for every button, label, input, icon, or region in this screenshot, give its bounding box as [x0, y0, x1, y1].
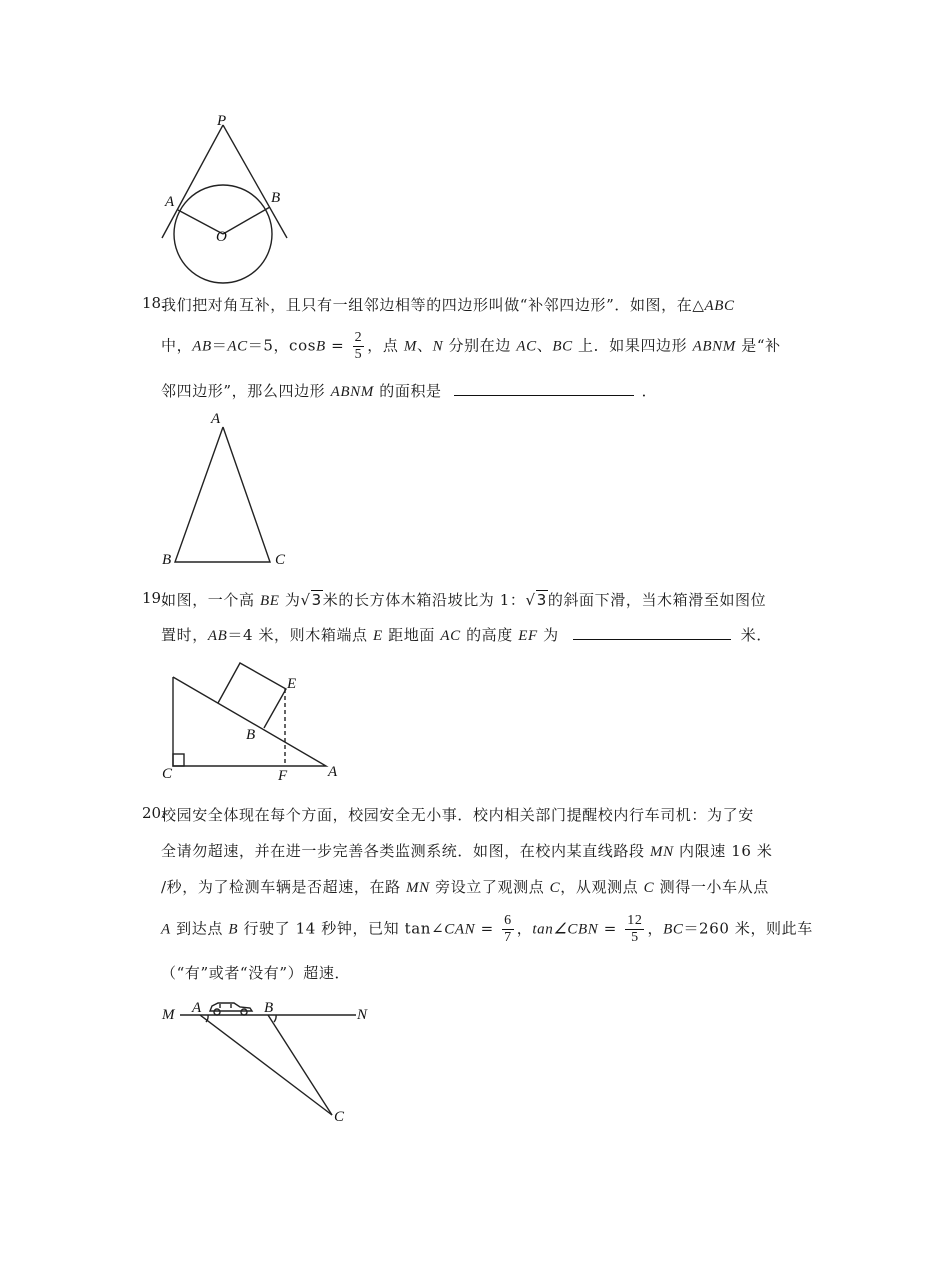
q19-line-1: 如图，一个高 BE 为√3米的长方体木箱沿坡比为 1：√3的斜面下滑，当木箱滑至如图位: [161, 591, 767, 609]
wooden-box: [218, 663, 286, 728]
label-b: B: [246, 727, 256, 743]
q18-line-3: 邻四边形”，那么四边形 ABNM 的面积是 ．: [161, 382, 658, 400]
label-e: E: [287, 676, 297, 692]
fraction-12-5: $\frac{12}{5}$: [627, 913, 643, 945]
label-p: P: [217, 113, 227, 129]
fraction-6-7: $\frac{6}{7}$: [504, 913, 512, 945]
q20-line-3: /秒，为了检测车辆是否超速，在路 MN 旁设立了观测点 C，从观测点 C 测得一小车从点: [161, 878, 769, 896]
label-c: C: [162, 766, 173, 782]
question-number-20: 20.: [142, 804, 166, 822]
label-a: A: [192, 1000, 202, 1016]
label-b: B: [271, 190, 281, 206]
question-number-19: 19.: [142, 589, 166, 607]
label-n: N: [357, 1007, 368, 1023]
label-b: B: [264, 1000, 274, 1016]
right-angle-mark: [173, 754, 184, 766]
label-a: A: [165, 194, 175, 210]
q20-line-5: （“有”或者“没有”）超速．: [161, 964, 351, 982]
q18-line-2: 中，AB＝AC＝5，cosB = $\frac{2}{5}$ ，点 M、N 分别在边 AC、BC 上．如果四边形 ABNM 是“补: [161, 330, 781, 362]
label-o: O: [216, 229, 227, 245]
car-icon: [210, 1003, 252, 1015]
slope-triangle: [173, 677, 326, 766]
label-b: B: [162, 552, 172, 568]
label-m: M: [162, 1007, 175, 1023]
radius-ob: [223, 207, 270, 234]
angle-arc-b: [274, 1015, 276, 1022]
q20-line-1: 校园安全体现在每个方面，校园安全无小事．校内相关部门提醒校内行车司机：为了安: [161, 806, 754, 824]
question-number-18: 18.: [142, 294, 166, 312]
answer-blank-19: [573, 639, 731, 640]
line-bc: [268, 1015, 332, 1115]
figure-slope-box: [160, 655, 350, 780]
figure-isosceles-triangle: [160, 415, 300, 575]
tangent-line-pa: [162, 125, 223, 238]
tangent-line-pb: [223, 125, 287, 238]
label-a: A: [328, 764, 338, 780]
q19-line-2: 置时，AB＝4 米，则木箱端点 E 距地面 AC 的高度 EF 为 米．: [161, 626, 772, 644]
triangle-abc: [175, 427, 270, 562]
label-c: C: [334, 1109, 345, 1125]
fraction-2-5: $\frac{2}{5}$: [354, 330, 363, 362]
answer-blank-18: [454, 395, 634, 396]
q20-line-2: 全请勿超速，并在进一步完善各类监测系统．如图，在校内某直线路段 MN 内限速 16 米: [161, 842, 773, 860]
label-f: F: [278, 768, 288, 784]
label-c: C: [275, 552, 286, 568]
q20-line-4: A 到达点 B 行驶了 14 秒钟，已知 tan∠CAN = $\frac{6}{7}$ ，tan∠CBN = $\frac{12}{5}$ ，BC＝260 米，则此车: [161, 913, 813, 945]
label-a: A: [211, 411, 221, 427]
line-ac: [200, 1015, 332, 1115]
q18-line-1: 我们把对角互补，且只有一组邻边相等的四边形叫做“补邻四边形”．如图，在△ABC: [161, 296, 735, 314]
